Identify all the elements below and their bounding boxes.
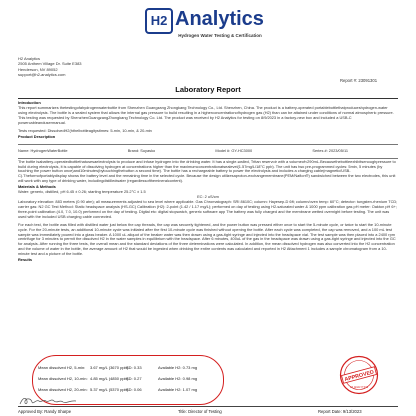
result-available: Available H2: 0.98 mg: [158, 376, 198, 381]
address-line-1: H2 Analytics: [18, 56, 41, 61]
product-divider: [18, 144, 398, 145]
product-model: Model #: GY-HC3000: [215, 147, 253, 153]
brand-name: Analytics: [175, 8, 264, 30]
result-value: 5.37 mg/L (5370 ppb): [90, 387, 129, 392]
result-row-10min: [38, 376, 208, 384]
brand-tagline: Hydrogen Water Testing & Certification: [178, 33, 262, 38]
results-heading: Results: [18, 257, 33, 263]
product-description-text: The bottle isabattery-operatedbottlethatusesaelectrolysis to produce and infuse hydrogen into the drinking water. It has a single-walled, Tritan reservoir with a volumeof≈290mL.Becausethebottleexhibitsenoughpressure to build during electrolysis, it is capable of dissolving hydrogen at concentrations higher than the maximumconcentrationatsealevel(1.57mg/L/18°C ppb). The unit has two pre-programmed cycles: 5min, 5 minutes (by touching the power button once)and10minutes(bytouchingthebutton a second time). The bottle has a rechargeable battery to power the electrolysis and includes a charging cable(magnetic/USB-C).Theformofportablydisplay shows the battery level and the remaining time in the selected cycle. Because the design utilizesaproton-exchangemembrane(PEM/Nafion®) sandwiched between the two electrodes, this unit will work with any type of drinking water, includingdistilledwater (regardlessofthemineralcontent).: [18, 158, 396, 184]
tests-requested: Tests requested: DissolvedH2(hthelbottleagitystimes: 5-min, 10-min, & 20-min: [18, 127, 152, 133]
result-label: Mean dissolved H2, 10-min:: [38, 376, 88, 381]
result-value: 4.85 mg/L (4850 ppb): [90, 376, 129, 381]
result-row-20min: [38, 387, 208, 395]
footer-divider: [18, 406, 398, 407]
product-info-row: [18, 149, 348, 154]
result-available: Available H2: 0.73 mg: [158, 365, 198, 370]
lab-address: [18, 56, 82, 77]
introduction-text: This report summarizes thetestingofahydrogenwaterbottle from Shenzhen Guangzang Zhongkang Technology Co., Ltd. Shenzhen, China. The product is a battery-operated portablebottlethatproduceshydrogen-water using electrolysis. The bottle is a sealed system that allows the internal gas pressure to build resulting in a higherconcentrationofhydrogen gas (H2) than can be attained under conditions of normal atmospheric pressure. This testing was requested by ShenzhenGuangzangZhongkang Technology Co. Ltd. The product was received by H2 Analytics for testing on 8/9/2023 in a factory-new box and included a USB-C powercableandusermanual.: [18, 105, 394, 125]
result-sd: SD: 0.27: [126, 376, 142, 381]
product-brand: Brand: Suyasko: [127, 147, 156, 153]
address-line-3: Henderson, NV 89052: [18, 66, 58, 72]
h2-analytics-logo: [145, 5, 295, 45]
stamp-text: APPROVED: [343, 369, 375, 384]
h2-badge-icon: H2: [145, 8, 173, 34]
result-row-5min: [38, 365, 208, 373]
result-label: Mean dissolved H2, 20-min:: [38, 387, 88, 392]
result-available: Available H2: 1.07 mg: [158, 387, 198, 392]
result-value: 3.67 mg/L (3670 ppb): [90, 365, 129, 370]
report-date: Report Date: 9/13/2023: [318, 409, 362, 414]
procedure-text: For each test, the bottle was filled with distilled water just below the cap threads, the cap was securely tightened, and the power button was pressed either once to start the 5-minute cycle, or twice to start the 10-minute cycle. For the 20-minute tests, an additional 10-minute cycle was initiated after the first 10-minute cycle was finished without opening the bottle. After each cycle was completed, the cap was removed, and a 100 mL test sample was immediately poured into a glass beaker. A 1000 uL aliquot of the beaker water was then drawn using a gas-tight syringe and injected into the headspace vial. The test sample was then placed into a 2400 rpm centrifuge for 3 minutes to permit the dissolved H2 in the water samples in equilibrium with the headspace. After 6 minutes, 400uL of the gas in the headspace was drawn using a gas-tight syringe and injected into the GC for analysis. After running the three tests, the overall mean and the standard deviations of the three determinations were calculated. In addition, the mean dissolved hydrogen was also converted into the H2 concentration and the volume of water in the bottle, the average amount of H2 that would be ingested when drinking the entire contents was calculated and reported in H2 Attachment 1 includes a sample chromatogram from a 10-minute test and a picture of the bottle.: [18, 221, 396, 257]
methods-text: Laboratory elevation: 883 meters (0.90 atm); all measurements adjusted to sea level where applicable. Gas Chromatograph: SRI 8610C; column: Hayesep-D 6ft; column/oven temp: 60°C; detector: tungsten-rhenium TCD; carrier gas: N2 GC Test Method: Static headspace analysis (HS-GC) Calibration (H2): 2-point (1.42 / 1.17 mg/L); performed on day of testing using H2-saturated water & 1000 ppm calibration gas pH meter: Oakton pH 6+; three-point calibration (4.0, 7.0, 10.0) performed on the day of testing. Digital etc: digital stopwatch, generic software app The battery was fully charged and the membrane wetted overnight before testing. The unit was used with the included USB charging cable connected.: [18, 199, 398, 219]
materials-ec: EC: 2 uS/cm: [197, 194, 219, 200]
product-name: Name: HydrogenWaterBottle: [18, 147, 68, 153]
result-sd: SD: 0.06: [126, 387, 142, 392]
stamp-subtext: H2 ANALYTICS: [349, 386, 369, 389]
report-body: [18, 100, 398, 263]
product-series: Series #: 2023/05/11: [312, 147, 348, 153]
materials-water: Water: generic, distilled, pH 6.45 ± 0.26; starting temperature 25.2°C ± 1.5: [18, 189, 146, 195]
materials-heading: Materials & Methods: [18, 184, 56, 190]
address-line-2: 2505 Anthem Village Dr. Suite E383: [18, 61, 82, 67]
introduction-heading: Introduction: [18, 100, 41, 106]
result-sd: SD: 0.33: [126, 365, 142, 370]
product-description-heading: Product Description: [18, 133, 56, 139]
report-number: Report #: 23091301: [340, 78, 378, 83]
report-title: Laboratory Report: [175, 85, 241, 94]
approved-stamp-icon: [339, 355, 379, 395]
title-divider: [18, 98, 398, 99]
approver-title: Title: Director of Testing: [178, 409, 222, 414]
approved-by: Approved By: Randy Sharpe: [18, 409, 72, 414]
result-label: Mean dissolved H2, 5-min:: [38, 365, 86, 370]
support-email-link[interactable]: support@h2-analytics.com: [18, 71, 66, 77]
